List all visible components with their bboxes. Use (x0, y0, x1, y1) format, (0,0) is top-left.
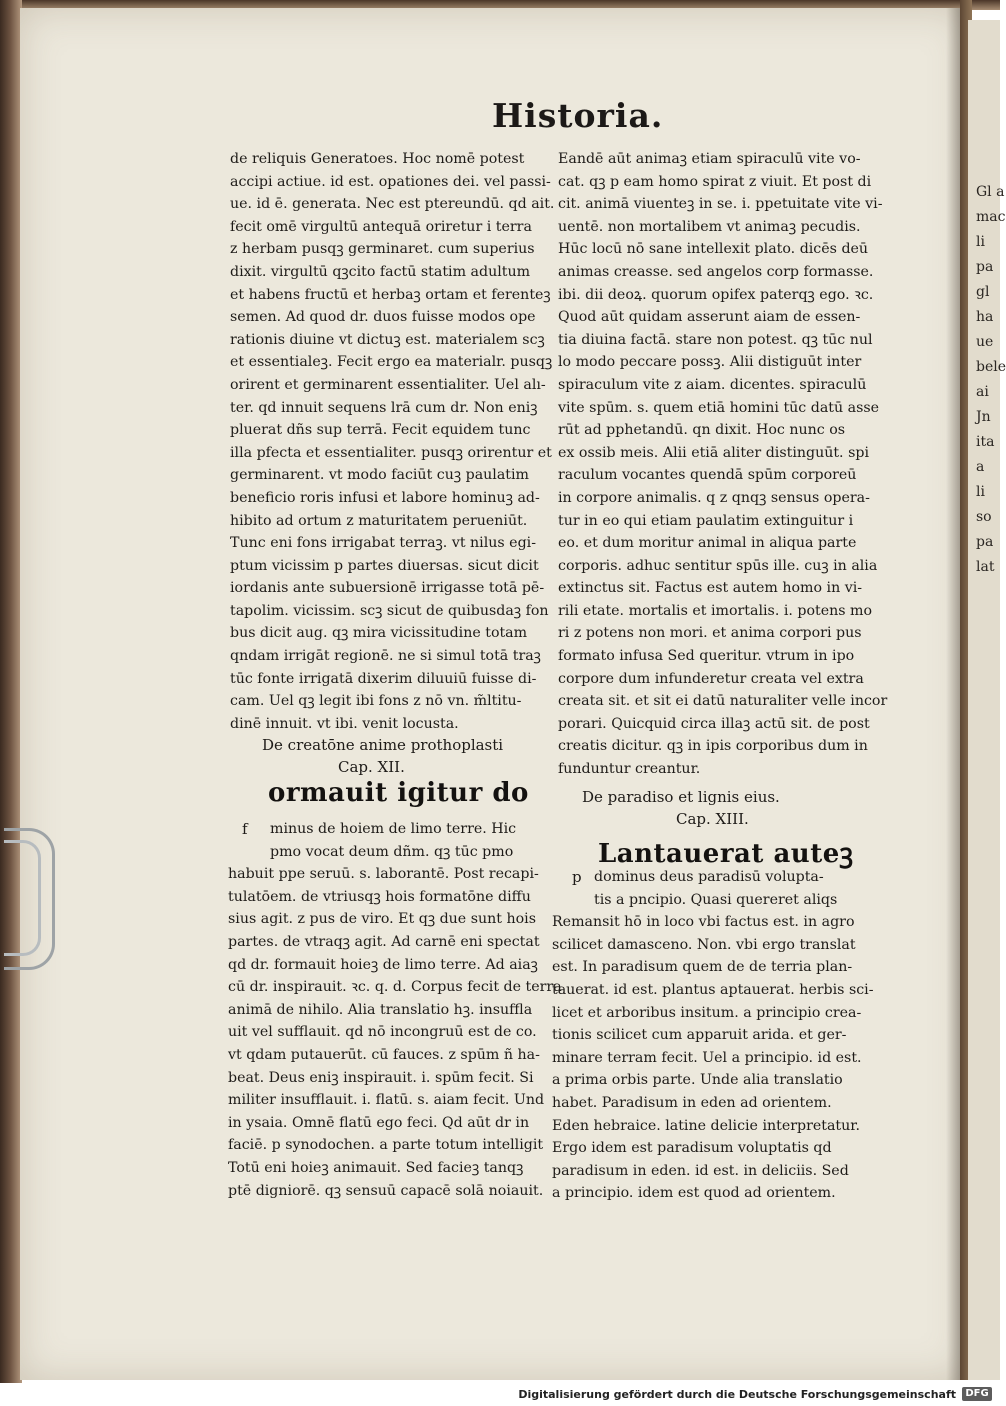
text-line: lo modo peccare possꝫ. Alii distiguūt inter (558, 354, 862, 371)
text-line: animas creasse. sed angelos corp formasse. (558, 263, 874, 280)
running-title: Historia. (492, 96, 664, 135)
text-line: a principio. idem est quod ad orientem. (552, 1185, 836, 1202)
text-line: licet et arboribus insitum. a principio crea- (552, 1004, 862, 1021)
text-line: pmo vocat deum dñm. qꝫ tūc pmo (270, 843, 514, 860)
right-column-text-2 (552, 866, 874, 1205)
text-line: z herbam pusqꝫ germinaret. cum superius (230, 241, 535, 258)
text-line: ue. id ē. generata. Nec est ptereundū. qd ait. (230, 196, 555, 213)
text-line: qndam irrigāt regionē. ne si simul totā traꝫ (230, 648, 541, 665)
text-line: Totū eni hoieꝫ animauit. Sed facieꝫ tanqꝫ (228, 1159, 524, 1176)
right-column-text (558, 148, 888, 781)
text-line: Ergo idem est paradisum voluptatis qd (552, 1140, 832, 1157)
text-line: illa pfecta et essentialiter. pusqꝫ orirentur et (230, 444, 552, 461)
text-line: spiraculum vite z aiam. dicentes. spiraculū (558, 376, 867, 393)
text-line: animā de nihilo. Alia translatio hꝫ. insuffla (228, 1001, 533, 1018)
text-line: et essentialeꝫ. Fecit ergo ea materialr. pusqꝫ (230, 354, 553, 371)
chapter-13-heading: De paradiso et lignis eius. (582, 788, 780, 806)
facing-page-line: Jn (976, 409, 991, 425)
text-line: uit vel sufflauit. qd nō incongruū est de co. (228, 1024, 537, 1041)
chapter-13-opening: Lantauerat auteꝫ (598, 839, 854, 869)
text-line: formato infusa Sed queritur. vtrum in ipo (558, 648, 855, 665)
text-line: rili etate. mortalis et imortalis. i. potens mo (558, 602, 873, 619)
text-line: faciē. p synodochen. a parte totum intelligit (228, 1137, 544, 1154)
text-line: Eandē aūt animaꝫ etiam spiraculū vite vo- (558, 151, 861, 167)
dfg-logo: DFG (962, 1387, 992, 1401)
chapter-12-cap: Cap. XII. (338, 758, 405, 776)
text-line: in ysaia. Omnē flatū ego feci. Qd aūt dr in (228, 1114, 530, 1131)
text-line: dixit. virgultū qꝫcito factū statim adultum (230, 263, 531, 280)
text-line: orirent et germinarent essentialiter. Uel alı- (230, 376, 546, 393)
text-line: vt qdam putauerūt. cū fauces. z spūm ñ ha- (228, 1046, 540, 1063)
text-line: corpore dum infunderetur creata vel extra (558, 670, 864, 687)
text-line: extinctus sit. Factus est autem homo in vi- (558, 580, 863, 597)
text-line: germinarent. vt modo faciūt cuꝫ paulatim (230, 467, 529, 484)
text-line: dominus deus paradisū volupta- (594, 869, 824, 885)
text-line: habet. Paradisum in eden ad orientem. (552, 1094, 832, 1111)
text-line: ibi. dii deoꝝ. quorum opifex paterqꝫ ego. ꝛc. (558, 286, 874, 303)
text-line: cat. qꝫ p eam homo spirat z viuit. Et post di (558, 173, 872, 190)
text-line: ri z potens non mori. et anima corpori pus (558, 625, 862, 642)
text-line: ptē digniorē. qꝫ sensuū capacē solā noiauit. (228, 1182, 544, 1199)
text-line: et habens fructū et herbaꝫ ortam et ferenteꝫ (230, 286, 551, 303)
chapter-12-opening: ormauit igitur do (268, 778, 529, 808)
text-line: militer insufflauit. i. flatū. s. aiam fecit. Und (228, 1092, 545, 1109)
text-line: fecit omē virgultū antequā oriretur i terra (230, 218, 532, 235)
clip-inner-loop (4, 840, 41, 956)
text-line: rationis diuine vt dictuꝫ est. materialem scꝫ (230, 331, 545, 348)
text-line: tulatōem. de vtriusqꝫ hois formatōne diffu (228, 888, 531, 905)
text-line: est. In paradisum quem de de terria plan- (552, 959, 853, 976)
text-line: uentē. non mortalibem vt animaꝫ pecudis. (558, 218, 861, 235)
text-line: eo. et dum moritur animal in aliqua parte (558, 535, 857, 552)
chapter-13-cap: Cap. XIII. (676, 810, 749, 828)
text-line: accipi actiue. id est. opationes dei. vel passi- (230, 173, 551, 190)
chapter-13-guide-letter: p (572, 868, 582, 886)
text-line: Tunc eni fons irrigabat terraꝫ. vt nilus egi- (230, 535, 536, 552)
facing-page-line: ita (976, 434, 995, 450)
text-line: ex ossib meis. Alii etiā aliter distinguūt. spi (558, 444, 869, 461)
text-line: dinē innuit. vt ibi. venit locusta. (230, 715, 459, 732)
left-column-text-2 (228, 818, 562, 1202)
facing-page-line: gl (976, 284, 990, 300)
text-line: hibito ad ortum z maturitatem perueniūt. (230, 512, 528, 529)
text-line: ter. qd innuit sequens lrā cum dr. Non eniꝫ (230, 399, 538, 416)
text-line: scilicet damasceno. Non. vbi ergo translat (552, 936, 856, 953)
text-line: corporis. adhuc sentitur spūs ille. cuꝫ in alia (558, 557, 878, 574)
left-column-text (230, 148, 555, 735)
text-line: porari. Quicquid circa illaꝫ actū sit. de post (558, 715, 870, 732)
text-line: a prima orbis parte. Unde alia translatio (552, 1072, 843, 1089)
text-line: funduntur creantur. (558, 761, 701, 778)
text-line: tapolim. vicissim. scꝫ sicut de quibusdaꝫ fon (230, 602, 549, 619)
text-line: creatis dicitur. qꝫ in ipis corporibus dum in (558, 738, 868, 755)
facing-page-line: pa (976, 534, 994, 550)
text-line: tur in eo qui etiam paulatim extinguitur i (558, 512, 854, 529)
text-line: partes. de vtraqꝫ agit. Ad carnē eni spectat (228, 933, 540, 950)
facing-page-line: so (976, 509, 992, 525)
text-line: pluerat dñs sup terrā. Fecit equidem tunc (230, 422, 531, 439)
text-line: paradisum in eden. id est. in deliciis. Sed (552, 1162, 849, 1179)
chapter-12-guide-letter: f (242, 820, 248, 838)
text-line: raculum vocantes quendā spūm corporeū (558, 467, 857, 484)
text-line: in corpore animalis. q z qnqꝫ sensus opera- (558, 489, 870, 506)
text-line: sius agit. z pus de viro. Et qꝫ due sunt hois (228, 911, 536, 928)
facing-page-line: mac (976, 209, 1006, 225)
text-line: Remansit hō in loco vbi factus est. in agro (552, 914, 855, 931)
text-line: tauerat. id est. plantus aptauerat. herbis sci- (552, 981, 874, 998)
facing-page-line: lat (976, 559, 995, 575)
facing-page-line: li (976, 234, 985, 250)
facing-page-line: li (976, 484, 985, 500)
book-left-edge (0, 0, 22, 1383)
text-line: bus dicit aug. qꝫ mira vicissitudine totam (230, 625, 528, 642)
paper-clip (0, 828, 58, 968)
footer-credit: Digitalisierung gefördert durch die Deutsche Forschungsgemeinschaft (518, 1388, 956, 1401)
facing-page-line: Gl a (976, 184, 1005, 200)
text-line: rūt ad pphetandū. qn dixit. Hoc nunc os (558, 422, 846, 439)
text-line: minus de hoiem de limo terre. Hic (270, 821, 517, 837)
text-line: ptum vicissim p partes diuersas. sicut dicit (230, 557, 539, 574)
text-line: semen. Ad quod dr. duos fuisse modos ope (230, 309, 536, 326)
facing-page-edge (968, 20, 1006, 1380)
text-line: qd dr. formauit hoieꝫ de limo terre. Ad aiaꝫ (228, 956, 538, 973)
text-line: de reliquis Generatoes. Hoc nomē potest (230, 151, 525, 167)
text-line: cū dr. inspirauit. ꝛc. q. d. Corpus fecit de terra (228, 979, 562, 996)
facing-page-line: ue (976, 334, 994, 350)
text-line: cit. animā viuenteꝫ in se. i. ppetuitate vite vi- (558, 196, 883, 213)
text-line: habuit ppe seruū. s. laborantē. Post recapi- (228, 866, 539, 883)
text-line: cam. Uel qꝫ legit ibi fons z nō vn. m̃ltitu- (230, 693, 522, 710)
text-line: beneficio roris infusi et labore hominuꝫ ad- (230, 489, 540, 506)
facing-page-line: ai (976, 384, 989, 400)
text-line: Quod aūt quidam asserunt aiam de essen- (558, 309, 861, 326)
facing-page-text (968, 20, 1006, 580)
facing-page-line: pa (976, 259, 994, 275)
text-line: vite spūm. s. quem etiā homini tūc datū asse (558, 399, 880, 416)
text-line: tia diuina factā. stare non potest. qꝫ tūc nul (558, 331, 873, 348)
text-line: tis a pncipio. Quasi quereret aliqs (594, 891, 838, 908)
facing-page-line: ha (976, 309, 994, 325)
facing-page-line: a (976, 459, 985, 475)
facing-page-line: bele (976, 359, 1006, 375)
text-line: tionis scilicet cum apparuit arida. et ger- (552, 1027, 847, 1044)
chapter-12-heading: De creatōne anime prothoplasti (262, 736, 504, 754)
text-line: tūc fonte irrigatā dixerim diluuiū fuisse di- (230, 670, 537, 687)
text-line: Hūc locū nō sane intellexit plato. dicēs deū (558, 241, 869, 258)
text-line: beat. Deus eniꝫ inspirauit. i. spūm fecit. Si (228, 1069, 534, 1086)
text-line: minare terram fecit. Uel a principio. id est. (552, 1049, 862, 1066)
text-line: creata sit. et sit ei datū naturaliter velle incor (558, 693, 888, 710)
text-line: iordanis ante subuersionē irrigasse totā pē- (230, 580, 545, 597)
text-line: Eden hebraice. latine delicie interpretatur. (552, 1117, 861, 1134)
